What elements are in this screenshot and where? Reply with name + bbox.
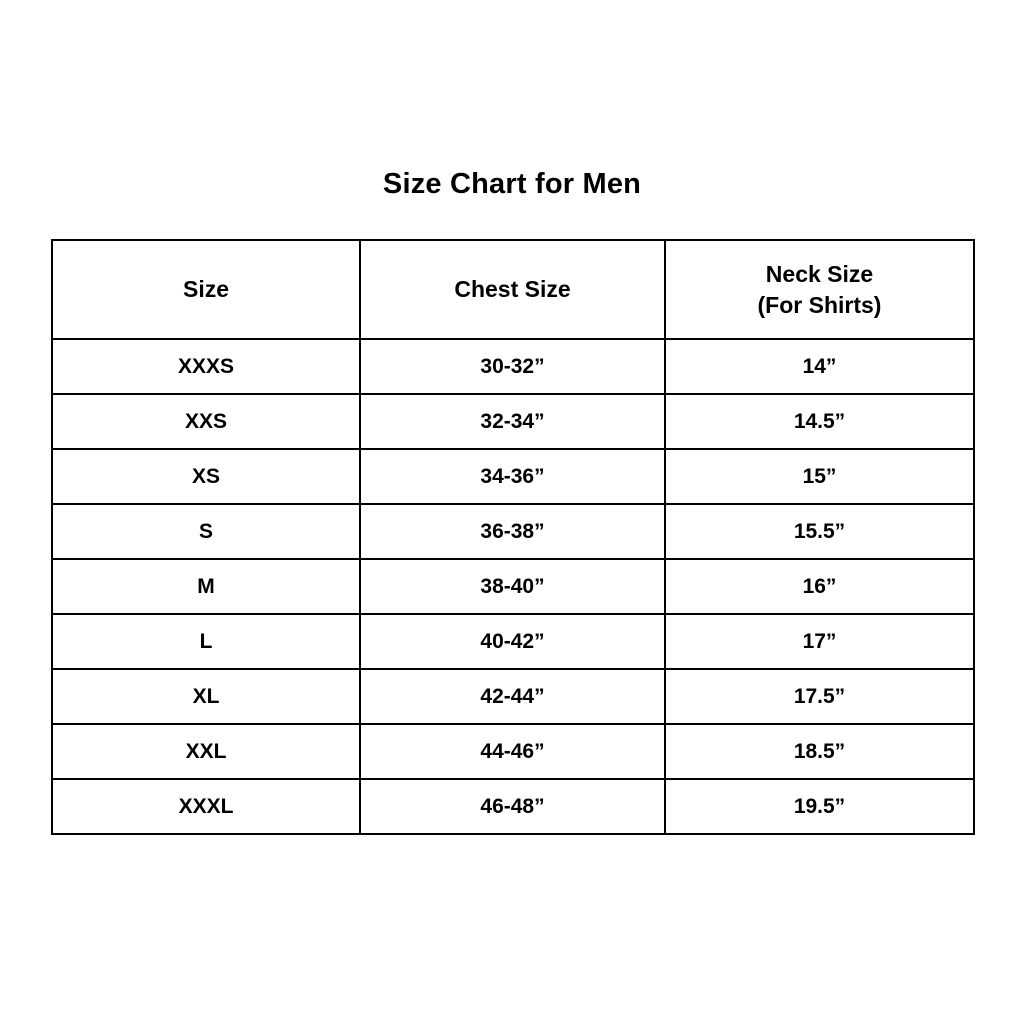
cell-size: XXXS	[52, 339, 360, 394]
column-header-neck-size	[665, 240, 974, 339]
table-row	[52, 504, 974, 559]
cell-chest: 46-48”	[360, 779, 665, 834]
table-body	[52, 339, 974, 834]
cell-neck: 17.5”	[665, 669, 974, 724]
cell-size: L	[52, 614, 360, 669]
cell-chest: 44-46”	[360, 724, 665, 779]
cell-size: XXXL	[52, 779, 360, 834]
table-row	[52, 669, 974, 724]
table-row	[52, 614, 974, 669]
cell-size: S	[52, 504, 360, 559]
cell-neck: 18.5”	[665, 724, 974, 779]
table-row	[52, 724, 974, 779]
cell-size: XL	[52, 669, 360, 724]
column-header-chest-size	[360, 240, 665, 339]
table-row	[52, 394, 974, 449]
cell-chest: 40-42”	[360, 614, 665, 669]
cell-neck: 19.5”	[665, 779, 974, 834]
column-header-size	[52, 240, 360, 339]
cell-chest: 30-32”	[360, 339, 665, 394]
cell-neck: 14”	[665, 339, 974, 394]
column-header-chest-size-label: Chest Size	[454, 276, 571, 303]
cell-size: XXL	[52, 724, 360, 779]
table-row	[52, 339, 974, 394]
size-chart-table-container	[51, 239, 973, 835]
table-row	[52, 779, 974, 834]
table-header	[52, 240, 974, 339]
column-header-neck-size-label: Neck Size	[765, 261, 874, 288]
cell-chest: 32-34”	[360, 394, 665, 449]
cell-neck: 17”	[665, 614, 974, 669]
cell-size: XS	[52, 449, 360, 504]
cell-neck: 15”	[665, 449, 974, 504]
page-title: Size Chart for Men	[382, 168, 642, 200]
column-header-neck-size-sublabel: (For Shirts)	[757, 291, 882, 318]
size-chart-table	[51, 239, 975, 835]
column-header-size-label: Size	[182, 276, 230, 303]
cell-chest: 36-38”	[360, 504, 665, 559]
cell-neck: 14.5”	[665, 394, 974, 449]
table-header-row	[52, 240, 974, 339]
cell-neck: 15.5”	[665, 504, 974, 559]
cell-chest: 34-36”	[360, 449, 665, 504]
cell-size: M	[52, 559, 360, 614]
cell-neck: 16”	[665, 559, 974, 614]
table-row	[52, 559, 974, 614]
cell-chest: 42-44”	[360, 669, 665, 724]
table-row	[52, 449, 974, 504]
cell-size: XXS	[52, 394, 360, 449]
cell-chest: 38-40”	[360, 559, 665, 614]
